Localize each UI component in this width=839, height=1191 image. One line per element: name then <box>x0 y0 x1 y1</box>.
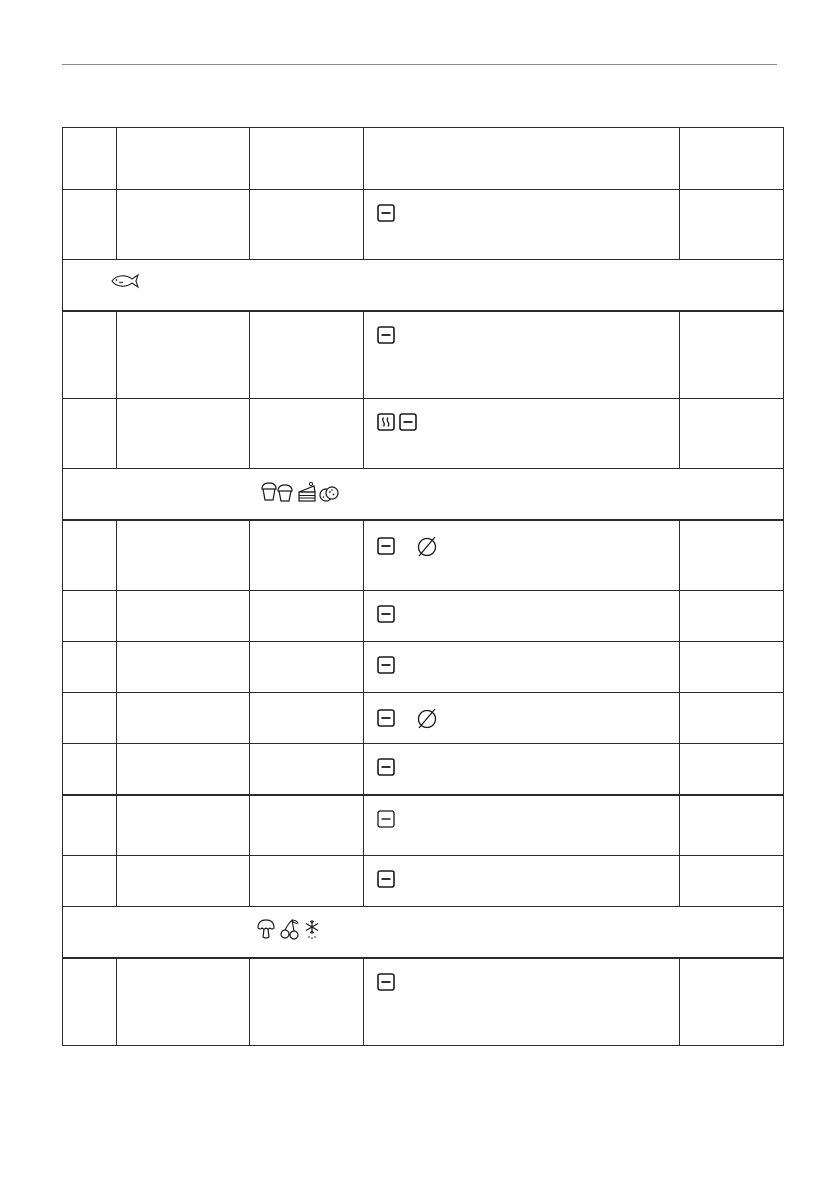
table-cell <box>117 744 250 795</box>
table-cell <box>250 399 364 469</box>
table-cell <box>63 591 117 642</box>
table-cell <box>680 591 784 642</box>
table-cell <box>63 958 117 1046</box>
bottom-heat-icon <box>377 810 395 828</box>
table-cell <box>117 958 250 1046</box>
table-cell <box>680 520 784 591</box>
table-row <box>63 795 784 856</box>
table-cell <box>63 642 117 693</box>
fish-icon <box>110 273 140 289</box>
cherries-icon <box>279 918 301 940</box>
bottom-heat-icon <box>377 870 395 888</box>
mushroom-icon <box>256 918 278 940</box>
table-cell <box>117 591 250 642</box>
table-row <box>63 958 784 1046</box>
table-cell <box>117 795 250 856</box>
header-cell <box>364 128 680 190</box>
section-row-baking <box>63 469 784 520</box>
table-cell <box>63 744 117 795</box>
bottom-heat-icon <box>377 758 395 776</box>
section-row-vegetables <box>63 907 784 958</box>
header-cell <box>117 128 250 190</box>
muffin-icon <box>260 481 296 503</box>
function-cell <box>364 693 680 744</box>
table-cell <box>250 795 364 856</box>
table-cell <box>250 642 364 693</box>
bottom-heat-icon <box>377 973 395 991</box>
table-row <box>63 642 784 693</box>
table-row <box>63 693 784 744</box>
table-cell <box>63 311 117 399</box>
table-cell <box>117 693 250 744</box>
function-cell <box>364 795 680 856</box>
table-cell <box>63 856 117 907</box>
section-row-fish <box>63 260 784 311</box>
function-cell <box>364 744 680 795</box>
table-row <box>63 520 784 591</box>
table-cell <box>250 591 364 642</box>
table-row <box>63 399 784 469</box>
table-cell <box>250 190 364 260</box>
header-cell <box>250 128 364 190</box>
table-row <box>63 190 784 260</box>
header-cell <box>680 128 784 190</box>
header-cell <box>63 128 117 190</box>
no-fan-icon <box>415 707 439 729</box>
table-header-row <box>63 128 784 190</box>
cookies-icon <box>319 485 339 503</box>
table-row <box>63 311 784 399</box>
bottom-heat-icon <box>377 605 395 623</box>
moist-fan-icon <box>377 413 395 431</box>
table-cell <box>680 744 784 795</box>
table-row <box>63 591 784 642</box>
table-cell <box>250 311 364 399</box>
table-row <box>63 744 784 795</box>
section-cell <box>63 260 784 311</box>
bottom-heat-icon <box>377 656 395 674</box>
bottom-heat-icon <box>377 537 395 555</box>
table-cell <box>250 520 364 591</box>
function-cell <box>364 399 680 469</box>
function-cell <box>364 311 680 399</box>
table-cell <box>680 642 784 693</box>
section-cell <box>63 907 784 958</box>
function-cell <box>364 520 680 591</box>
table-cell <box>680 190 784 260</box>
table-cell <box>63 520 117 591</box>
bottom-heat-icon <box>377 326 395 344</box>
table-cell <box>250 693 364 744</box>
table-cell <box>117 399 250 469</box>
section-cell <box>63 469 784 520</box>
bottom-heat-icon <box>377 204 395 222</box>
table-cell <box>63 795 117 856</box>
table-cell <box>117 311 250 399</box>
function-cell <box>364 642 680 693</box>
table-cell <box>250 856 364 907</box>
bottom-heat-icon <box>399 413 417 431</box>
table-cell <box>117 190 250 260</box>
snowflake-icon <box>304 918 320 940</box>
table-cell <box>680 311 784 399</box>
table-cell <box>63 693 117 744</box>
function-cell <box>364 591 680 642</box>
function-cell <box>364 190 680 260</box>
function-cell <box>364 856 680 907</box>
header-rule <box>62 64 777 65</box>
table-cell <box>680 958 784 1046</box>
cake-slice-icon <box>297 481 317 503</box>
table-cell <box>250 744 364 795</box>
bottom-heat-icon <box>377 709 395 727</box>
table-cell <box>680 795 784 856</box>
table-cell <box>680 693 784 744</box>
table-cell <box>680 856 784 907</box>
table-cell <box>117 520 250 591</box>
table-cell <box>63 190 117 260</box>
table-cell <box>117 856 250 907</box>
no-fan-icon <box>415 535 439 557</box>
table-cell <box>250 958 364 1046</box>
cooking-table <box>62 127 784 1046</box>
table-row <box>63 856 784 907</box>
function-cell <box>364 958 680 1046</box>
table-cell <box>117 642 250 693</box>
table-cell <box>680 399 784 469</box>
table-cell <box>63 399 117 469</box>
